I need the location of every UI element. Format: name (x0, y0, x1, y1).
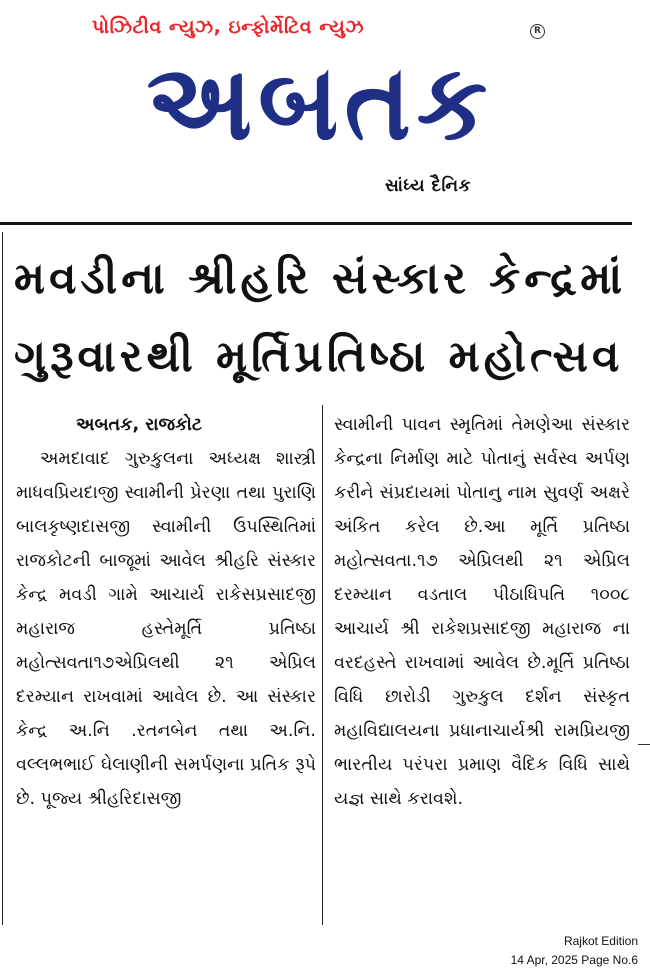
edition-label: Rajkot Edition (563, 934, 638, 948)
tagline: પોઝિટીવ ન્યુઝ, ઇન્ફોર્મેટિવ ન્યુઝ (92, 16, 364, 38)
article-dateline: અબતક, રાજકોટ (76, 415, 203, 435)
date-page-label: 14 Apr, 2025 Page No.6 (510, 953, 638, 967)
article-column-left (16, 408, 316, 816)
page-footer (511, 932, 638, 970)
registered-mark-icon: R (530, 24, 545, 39)
article-body-left (16, 442, 316, 816)
headline-line-2: ગુરૂવારથી મૂર્તિપ્રતિષ્ઠા મહોત્સવ (14, 331, 624, 382)
article-body-left-text: અમદાવાદ ગુરુકુલના અધ્યક્ષ શાસ્ત્રી માધવપ્રિયદાજી સ્વામીની પ્રેરણા તથા પુરાણિ બાલકૃષ્ણદાસજી સ્વામીની ઉપસ્થિતિમાં રાજકોટની બાજૂમાં આવેલ શ્રીહરિ સંસ્કાર કેન્દ્ર મવડી ગામે આચાર્ય રાકેસપ્રસાદજી મહારાજ હસ્તેમૂર્તિ પ્રતિષ્ઠા મહોત્સવતા૧૭એપ્રિલથી ૨૧ એપ્રિલ દરમ્યાન રાખવામાં આવેલ છે. આ સંસ્કાર કેન્દ્ર અ.નિ .રતનબેન તથા અ.નિ. વલ્લભભાઈ ઘેલાણીની સમર્પણના પ્રતિક રૂપે છે. પૂજ્ય શ્રીહરિદાસજી (16, 449, 316, 809)
masthead-subtitle: સાંધ્ય દૈનિક (385, 176, 472, 196)
article-headline (14, 240, 628, 396)
header-divider (0, 222, 632, 225)
left-border (2, 232, 3, 925)
newspaper-logo: અબતક (146, 41, 494, 164)
margin-mark (638, 744, 650, 745)
article-body-right: સ્વામીની પાવન સ્મૃતિમાં તેમણેઆ સંસ્કાર કેન્દ્રના નિર્માણ માટે પોતાનું સર્વસ્વ અર્પણ કરીને સંપ્રદાયમાં પોતાનુ નામ સુવર્ણ અક્ષરે અંકિત કરેલ છે.આ મૂર્તિ પ્રતિષ્ઠા મહોત્સવતા.૧૭ એપ્રિલથી ૨૧ એપ્રિલ દરમ્યાન વડતાલ પીઠાધિપતિ ૧૦૦૮ આચાર્ય શ્રી રાકેશપ્રસાદજી મહારાજ ના વરદહસ્તે રાખવામાં આવેલ છે.મૂર્તિ પ્રતિષ્ઠા વિધિ છારોડી ગુરુકુલ દર્શન સંસ્કૃત મહાવિદ્યાલયના પ્રધાનાચાર્યશ્રી રામપ્રિયજી ભારતીય પરંપરા પ્રમાણ વૈદિક વિધિ સાથે યજ્ઞ સાથે કરાવશે. (334, 415, 630, 809)
column-divider (322, 405, 323, 925)
masthead (0, 0, 650, 222)
article-column-right (334, 408, 630, 816)
headline-line-1: મવડીના શ્રીહરિ સંસ્કાર કેન્દ્રમાં (14, 253, 627, 304)
